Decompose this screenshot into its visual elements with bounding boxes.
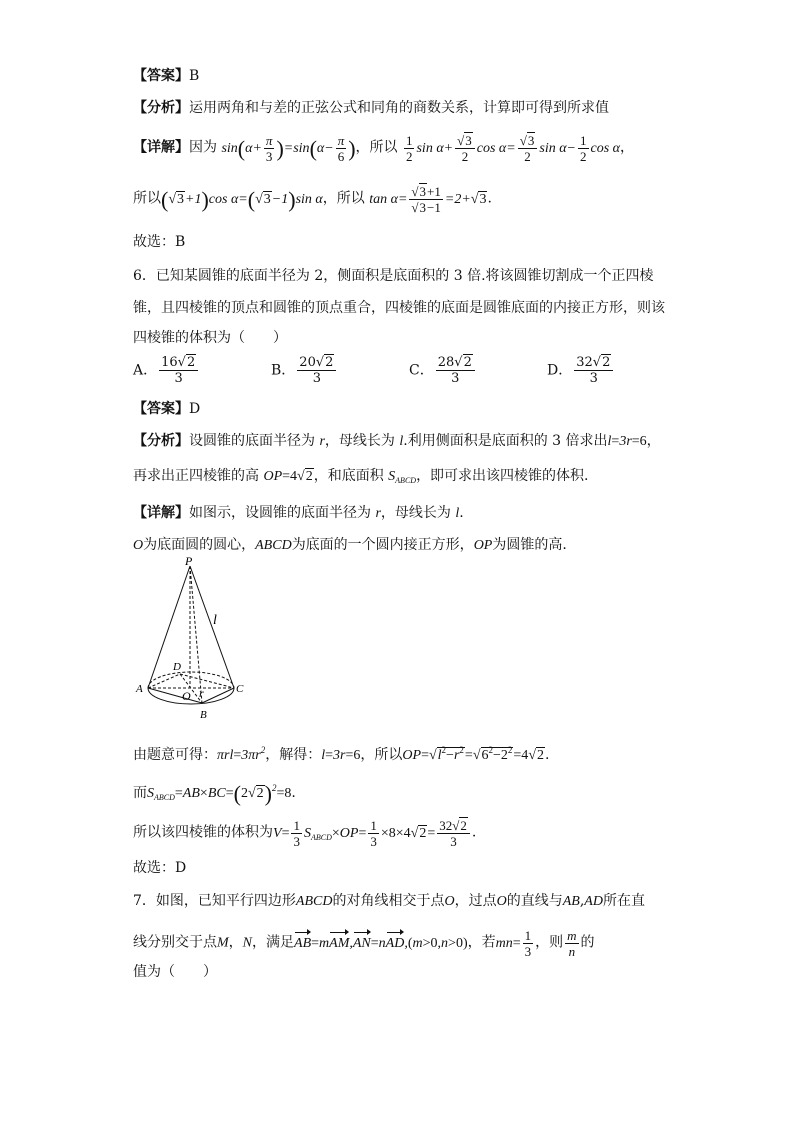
q6-area-line: 而$S_{ABCD}=AB\times BC=(2√2)^2=8$. (133, 780, 296, 806)
q6-stem-line2: 锥，且四棱锥的顶点和圆锥的顶点重合，四棱锥的底面是圆锥底面的内接正方形，则该 (133, 300, 665, 316)
cone-right-edge (190, 566, 234, 688)
q6-answer-line: 【答案】D (133, 401, 201, 417)
cone-figure (130, 556, 260, 726)
cone-left-edge (148, 566, 190, 688)
square-dc (180, 674, 234, 688)
q6-analysis-line1: 【分析】设圆锥的底面半径为 r，母线长为 l.利用侧面积是底面积的 3 倍求出l=3r=6， (133, 433, 661, 449)
cone-base-back (148, 672, 234, 688)
q6-analysis-line2: 再求出正四棱锥的高 OP=4√2，和底面积 $S_{ABCD}$，即可求出该四棱锥的体积. (133, 468, 589, 485)
square-ad (148, 674, 180, 688)
label-O: O (182, 689, 191, 703)
q6-given-line: 由题意可得：$\pi rl=3\pi r^2$，解得：l=3r=6，所以$OP=√l^2-r^2=√6^2-2^2=4√2$. (133, 745, 550, 763)
label-l: l (213, 613, 217, 628)
q6-volume-line: 所以该四棱锥的体积为V= $\frac{1}{3}$ $S_{ABCD}\times OP=$ $\frac{1}{3}$ ×8×4√2= $\frac{32√2}{3}$ . (133, 818, 477, 849)
q6-option-c: C． $\frac{28√2}{3}$ (409, 355, 477, 386)
q6-conclusion: 故选：D (133, 860, 187, 876)
q5-detail-line: 【详解】因为 sin(α+ $\frac{\pi}{3}$ )=sin(α− $\frac{\pi}{6}$ )，所以 $\frac{1}{2}$ sin α+ $\frac{√3}{2}$ cos α= $\frac{√3}{2}$ sin α− $\frac{1}{2}$ cos α， (133, 133, 635, 164)
q6-detail-line2: O为底面圆的圆心，ABCD为底面的一个圆内接正方形，OP为圆锥的高. (133, 537, 567, 553)
label-C: C (236, 683, 244, 695)
q5-analysis-line: 【分析】运用两角和与差的正弦公式和同角的商数关系，计算即可得到所求值 (133, 100, 609, 116)
square-ab (148, 688, 202, 703)
label-B: B (200, 709, 207, 721)
label-P: P (185, 556, 193, 568)
q7-line2: 线分别交于点M，N，满足AB=mAM,AN=nAD,(m>0,n>0)，若mn= $\frac{1}{3}$ ，则 $\frac{m}{n}$ 的 (133, 928, 595, 959)
cone-base-front (148, 688, 234, 704)
q6-option-b: B． $\frac{20√2}{3}$ (271, 355, 338, 386)
q7-line3: 值为（ ） (133, 964, 217, 980)
q5-derivation-line: 所以(√3+1)cos α=(√3−1)sin α，所以 tan α= $\frac{√3+1}{√3-1}$ =2+√3. (133, 184, 492, 215)
q7-line1: 7．如图，已知平行四边形ABCD的对角线相交于点O，过点O的直线与AB,AD所在直 (133, 893, 645, 909)
q6-option-a: A． $\frac{16√2}{3}$ (133, 355, 200, 386)
label-r: r (199, 686, 204, 700)
q6-stem-line1: 6．已知某圆锥的底面半径为 2，侧面积是底面积的 3 倍.将该圆锥切割成一个正四棱 (133, 268, 654, 284)
q6-stem-line3: 四棱锥的体积为（ ） (133, 330, 287, 346)
q6-option-d: D． $\frac{32√2}{3}$ (547, 355, 615, 386)
q6-detail-line1: 【详解】如图示，设圆锥的底面半径为 r，母线长为 l. (133, 505, 464, 521)
label-D: D (173, 661, 181, 673)
slant-pb (190, 566, 202, 703)
label-A: A (136, 683, 143, 695)
q5-answer-line: 【答案】B (133, 68, 200, 84)
q5-conclusion: 故选：B (133, 234, 186, 250)
